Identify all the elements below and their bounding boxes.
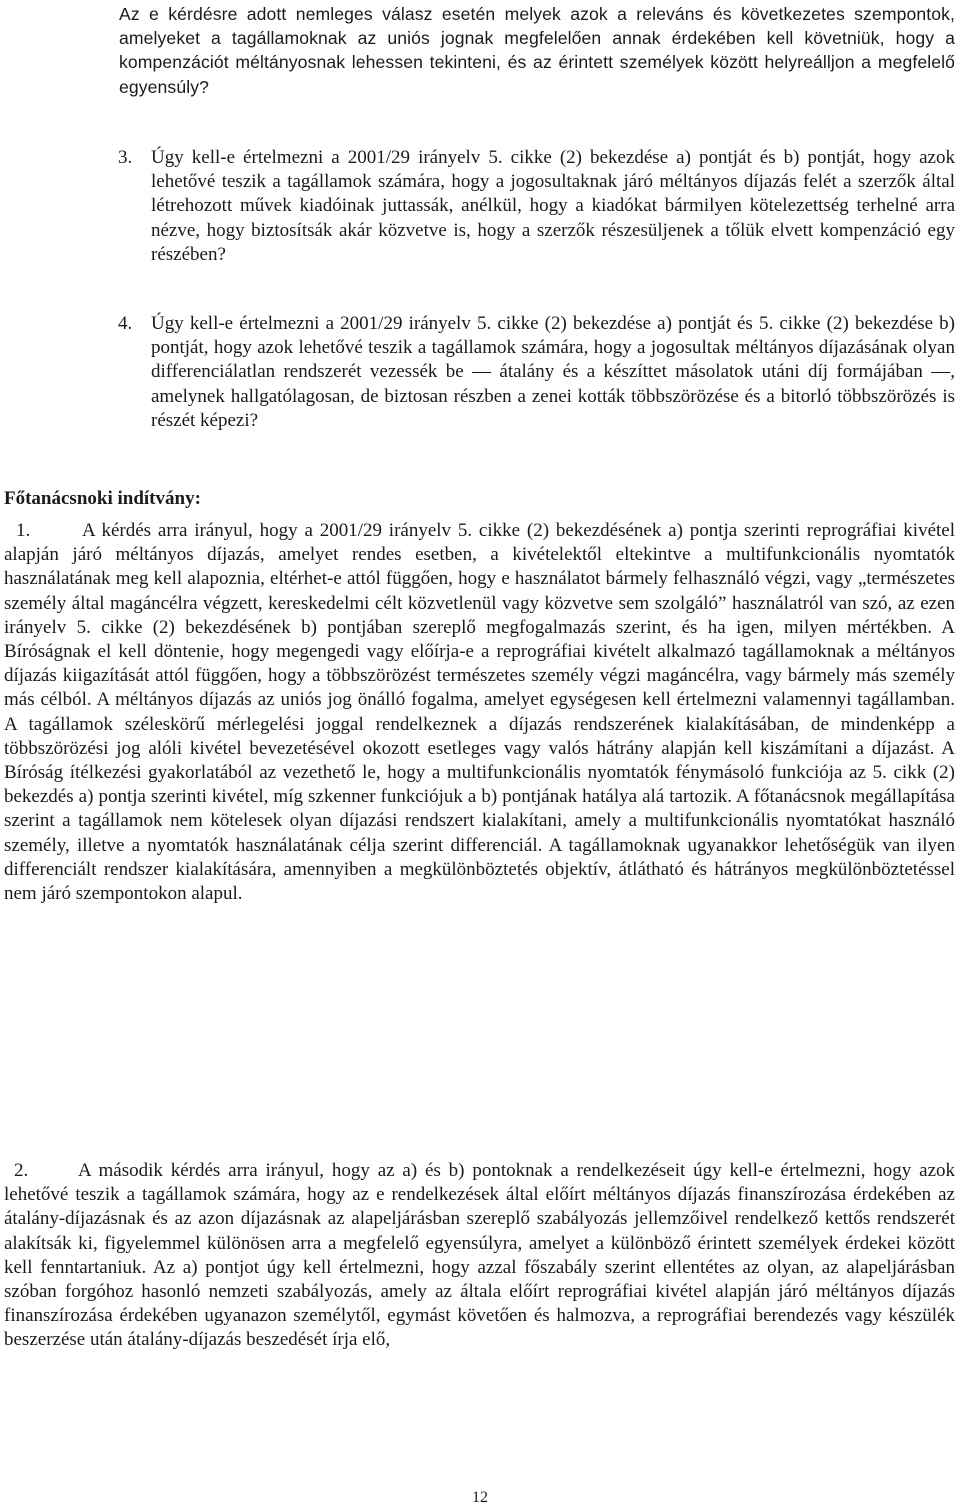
- proposal-point-1: [4, 519, 955, 906]
- proposal-point-2-number: 2.: [14, 1160, 29, 1181]
- proposal-heading-block: [4, 487, 955, 511]
- question-3-text: Úgy kell-e értelmezni a 2001/29 irányelv 5. cikke (2) bekezdése a) pontját és b) pontját, hogy azok lehetővé teszik a tagállamok számára, hogy a jogosultaknak járó méltányos díjazás felét a szerzők által létrehozott művek kiadóinak juttassák, anélkül, hogy a kiadókat bármilyen kötelezettség terhelné arra nézve, hogy biztosítsák akár közvetve is, hogy a szerzők részesüljenek a tőlük elvett kompenzáció egy részében?: [151, 147, 955, 265]
- proposal-point-1-body: A kérdés arra irányul, hogy a 2001/29 irányelv 5. cikke (2) bekezdésének a) pontja szerinti reprográfiai kivétel alapján járó méltányos díjazás, amelyet rendes esetben, a kivételektől eltekintve a multifunkcionális nyomtatók használatának meg kell alapoznia, eltérhet-e attól függően, hogy e használatot bármely felhasználó végzi, vagy „természetes személy által magáncélra végzett, kereskedelmi célt közvetlenül vagy közvetve sem szolgáló” használatról van szó, az ezen irányelv 5. cikke (2) bekezdésének b) pontjában szereplő megfogalmazás szerint, és ha igen, milyen mértékben. A Bíróságnak el kell döntenie, hogy megengedi vagy előírja-e a reprográfiai kivételt alkalmazó tagállamoknak a méltányos díjazás kiigazítását attól függően, hogy a többszörözést természetes személy végzi magáncélra, vagy bármely más személy más célból. A méltányos díjazás az uniós jog önálló fogalma, amelyet egységesen kell értelmezni valamennyi tagállamban. A tagállamok széleskörű mérlegelési joggal rendelkeznek a díjazás rendszerének kialakításában, de mindenképp a többszörözési jog alóli kivétel bevezetésével okozott esetleges vagy valós hátrány alapján kell kiszámítani a díjazást. A Bíróság ítélkezési gyakorlatából az vezethető le, hogy a multifunkcionális nyomtatók fénymásoló funkciója az 5. cikk (2) bekezdés a) pontja szerinti kivétel, míg szkenner funkciójuk a b) pontjának hatálya alá tartozik. A főtanácsnok megállapítása szerint a tagállamok nem kötelesek olyan díjazási rendszert kialakítani, amely a multifunkcionális nyomtatókat használó személy, illetve a nyomtatók használatának célja szerint differenciál. A tagállamoknak ugyanakkor lehetőségük van ilyen differenciált rendszer kialakítására, amennyiben a megkülönböztetés objektív, átlátható és hátrányos megkülönböztetéssel nem járó szempontokon alapul.: [4, 520, 955, 905]
- continuation-text: Az e kérdésre adott nemleges válasz esetén melyek azok a releváns és következetes szempontok, amelyeket a tagállamoknak az uniós jognak megfelelően annak érdekében kell követniük, hogy a kompenzációt méltányosnak lehessen tekinteni, és az érintett személyek között helyreálljon a megfelelő egyensúly?: [119, 4, 955, 97]
- proposal-heading: Főtanácsnoki indítvány:: [4, 488, 201, 509]
- continuation-paragraph: [119, 2, 955, 99]
- proposal-point-1-text: [4, 519, 955, 906]
- page-number: 12: [472, 1489, 488, 1506]
- question-4: [118, 312, 955, 433]
- question-3: [118, 146, 955, 267]
- proposal-point-1-number: 1.: [16, 520, 31, 541]
- question-4-number: 4.: [118, 313, 133, 334]
- proposal-point-2-body: A második kérdés arra irányul, hogy az a) és b) pontoknak a rendelkezéseit úgy kell-e értelmezni, hogy azok lehetővé teszik a tagállamok számára, hogy az e rendelkezések által előírt méltányos díjazás finanszírozása érdekében az átalány-díjazásnak és az azon díjazásnak az alapeljárásban szereplő szabályozás jellemzőivel rendelkező kettős rendszerét alakítsák ki, figyelemmel különösen arra a megfelelő egyensúlyra, amelyet a különböző érintett személyek érdekei között kell fenntartaniuk. Az a) pontjot úgy kell értelmezni, hogy azzal főszabály szerint ellentétes az olyan, az alapeljárásban szóban forgóhoz hasonló nemzeti szabályozás, amely az általa előírt reprográfiai kivétel alapján járó méltányos díjazás finanszírozása érdekében ugyanazon személytől, egymást követően és halmozva, a reprográfiai berendezés vagy készülék beszerzése után átalány-díjazás beszedését írja elő,: [4, 1160, 955, 1351]
- question-4-text: Úgy kell-e értelmezni a 2001/29 irányelv 5. cikke (2) bekezdése a) pontját és 5. cikke (2) bekezdése b) pontját, hogy azok lehetővé teszik a tagállamok számára, hogy a jogosultak méltányos díjazásának olyan differenciálatlan rendszerét vezessék be ― átalány és a készíttet másolatok utáni díj formájában ―, amelynek hallgatólagosan, de biztosan részben a zenei kották többszörözése és a bitorló többszörözés is részét képezi?: [151, 313, 955, 431]
- proposal-point-2-text: [4, 1159, 955, 1353]
- proposal-point-2: [4, 1159, 955, 1353]
- question-3-number: 3.: [118, 147, 133, 168]
